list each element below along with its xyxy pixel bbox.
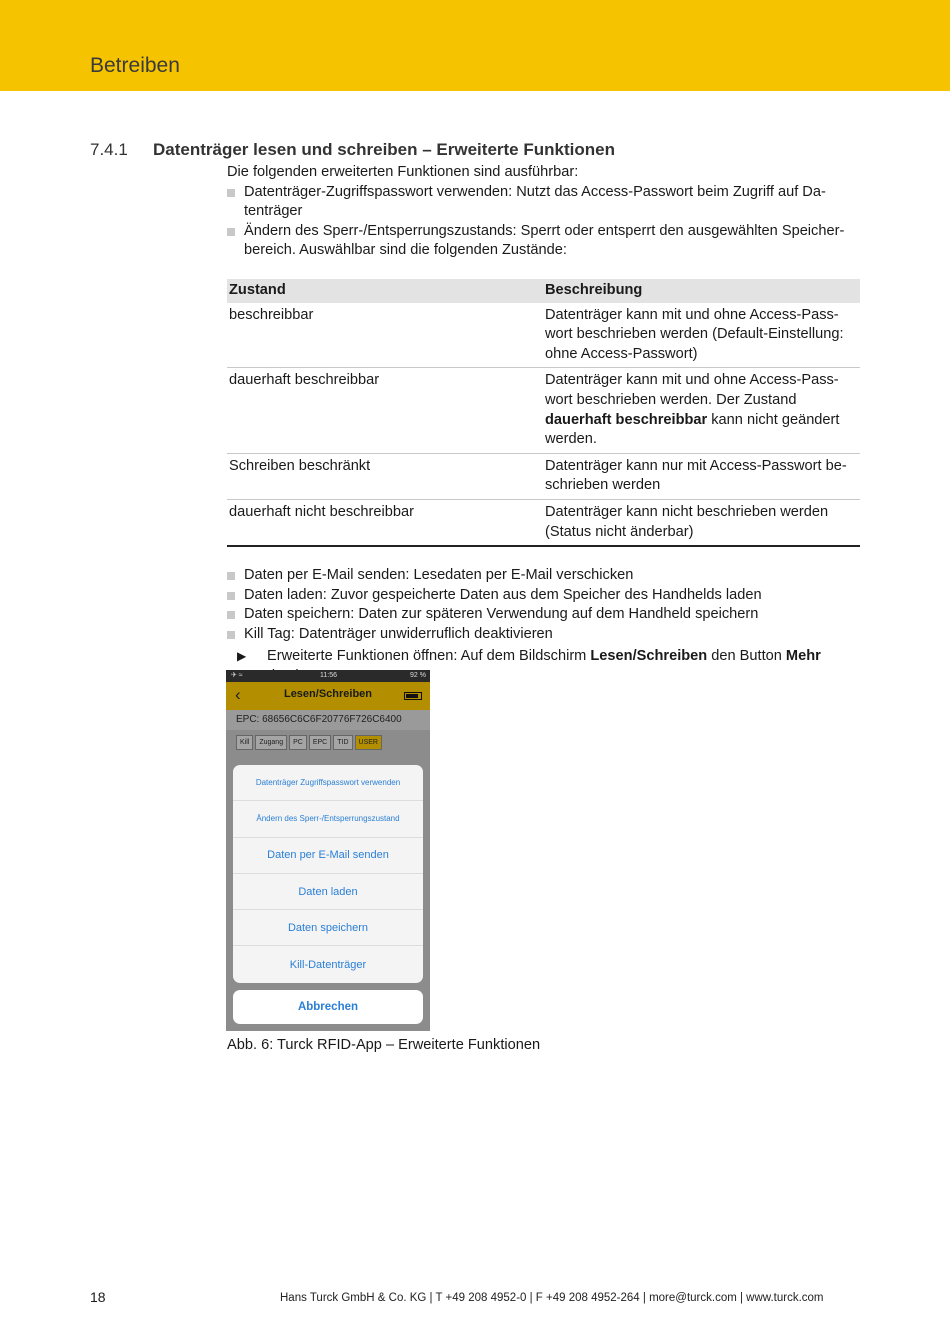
triangle-arrow-icon: ▶	[237, 649, 247, 664]
tab-tid[interactable]: TID	[333, 735, 352, 750]
table-cell-description	[543, 453, 860, 499]
list-item-text: Datenträger-Zugriffspasswort verwenden: Nutzt das Access-Passwort beim Zugriff auf Da-tenträger	[244, 183, 826, 220]
table-cell-state: dauerhaft nicht beschreibbar	[227, 499, 543, 546]
option-lock-state[interactable]: Ändern des Sperr-/Entsperrungszustand	[233, 801, 423, 837]
cancel-button[interactable]: Abbrechen	[233, 990, 423, 1024]
phone-nav-bar	[226, 682, 430, 710]
square-bullet-icon	[227, 572, 235, 580]
tab-user[interactable]: USER	[355, 735, 382, 750]
airplane-wifi-icon: ✈ ≈	[231, 672, 243, 679]
footer-contact: Hans Turck GmbH & Co. KG | T +49 208 4952-0 | F +49 208 4952-264 | more@turck.com | www.turck.com	[280, 1292, 824, 1304]
table-row	[227, 368, 860, 453]
option-load-data[interactable]: Daten laden	[233, 874, 423, 910]
action-sheet	[233, 765, 423, 983]
table-header-state: Zustand	[227, 279, 543, 303]
option-save-data[interactable]: Daten speichern	[233, 910, 423, 946]
desc-bold-text: dauerhaft beschreibbar	[545, 411, 708, 428]
list-item	[227, 566, 860, 586]
status-battery: 92 %	[410, 672, 426, 679]
intro-text: Die folgenden erweiterten Funktionen sind ausführbar:	[227, 164, 579, 180]
instruction-bold-lesen: Lesen	[590, 648, 633, 665]
instruction-bold-slash: /	[632, 648, 637, 665]
phone-status-bar	[226, 670, 430, 682]
list-item-text: Kill Tag: Datenträger unwiderruflich deaktivieren	[244, 625, 553, 642]
instruction-bold-mehr: Mehr	[785, 648, 821, 665]
table-cell-description	[543, 499, 860, 546]
back-chevron-icon[interactable]: ‹	[235, 685, 241, 704]
desc-text: Datenträger kann mit und ohne Access-Pass-wort beschrieben werden (Default-Einstellung: ohne Access-Passwort)	[545, 306, 844, 362]
desc-text: Datenträger kann nur mit Access-Passwort be-schrieben werden	[545, 457, 847, 494]
list-item	[227, 605, 860, 625]
section-number: 7.4.1	[90, 140, 128, 159]
list-item-text: Ändern des Sperr-/Entsperrungszustands: Sperrt oder entsperrt den ausgewählten Speicher-bereich. Auswählbar sind die folgenden Zustände:	[244, 222, 845, 259]
tab-kill[interactable]: Kill	[236, 735, 253, 750]
option-email[interactable]: Daten per E-Mail senden	[233, 838, 423, 874]
table-row	[227, 453, 860, 499]
states-table	[227, 279, 860, 547]
list-item-text: Daten per E-Mail senden: Lesedaten per E-Mail verschicken	[244, 567, 634, 584]
memory-tabs	[236, 735, 384, 750]
table-header-description: Beschreibung	[543, 279, 860, 303]
square-bullet-icon	[227, 228, 235, 236]
table-cell-state: beschreibbar	[227, 303, 543, 368]
feature-list-1	[227, 183, 860, 261]
chapter-title: Betreiben	[90, 54, 180, 77]
page-number: 18	[90, 1289, 106, 1305]
table-row	[227, 303, 860, 368]
battery-icon	[404, 692, 422, 700]
desc-text: kann nicht geändert werden.	[545, 411, 840, 448]
option-access-password[interactable]: Datenträger Zugriffspasswort verwenden	[233, 765, 423, 801]
epc-label: EPC: 68656C6C6F20776F726C6400	[226, 710, 430, 730]
figure-caption: Abb. 6: Turck RFID-App – Erweiterte Funktionen	[227, 1037, 541, 1053]
square-bullet-icon	[227, 611, 235, 619]
list-item	[227, 586, 860, 606]
feature-list-2	[227, 566, 860, 644]
content-body	[227, 163, 860, 687]
status-time: 11:56	[320, 672, 337, 679]
section-title: Datenträger lesen und schreiben – Erweiterte Funktionen	[153, 140, 615, 159]
table-cell-state: Schreiben beschränkt	[227, 453, 543, 499]
list-item	[227, 222, 860, 261]
table-header-row	[227, 279, 860, 303]
option-kill-tag[interactable]: Kill-Datenträger	[289, 958, 367, 971]
list-item	[227, 625, 860, 645]
phone-screenshot	[226, 670, 430, 1031]
instruction-text: Erweiterte Funktionen öffnen: Auf dem Bildschirm	[267, 648, 591, 665]
list-item-text: Daten laden: Zuvor gespeicherte Daten aus dem Speicher des Handhelds laden	[244, 586, 762, 603]
square-bullet-icon	[227, 631, 235, 639]
nav-title: Lesen/Schreiben	[283, 688, 373, 700]
table-cell-description	[543, 303, 860, 368]
tab-pc[interactable]: PC	[289, 735, 307, 750]
tab-epc[interactable]: EPC	[309, 735, 331, 750]
list-item	[227, 183, 860, 222]
tab-zugang[interactable]: Zugang	[255, 735, 287, 750]
table-cell-description	[543, 368, 860, 453]
instruction-bold-schreiben: Schreiben	[636, 648, 708, 665]
table-row	[227, 499, 860, 546]
instruction-text: den Button	[707, 648, 786, 665]
square-bullet-icon	[227, 189, 235, 197]
list-item-text: Daten speichern: Daten zur späteren Verwendung auf dem Handheld speichern	[244, 606, 759, 623]
square-bullet-icon	[227, 592, 235, 600]
desc-text: Datenträger kann mit und ohne Access-Pass-wort beschrieben werden. Der Zustand	[545, 372, 839, 408]
desc-text: Datenträger kann nicht beschrieben werden (Status nicht änderbar)	[545, 503, 829, 540]
table-cell-state: dauerhaft beschreibbar	[227, 368, 543, 453]
